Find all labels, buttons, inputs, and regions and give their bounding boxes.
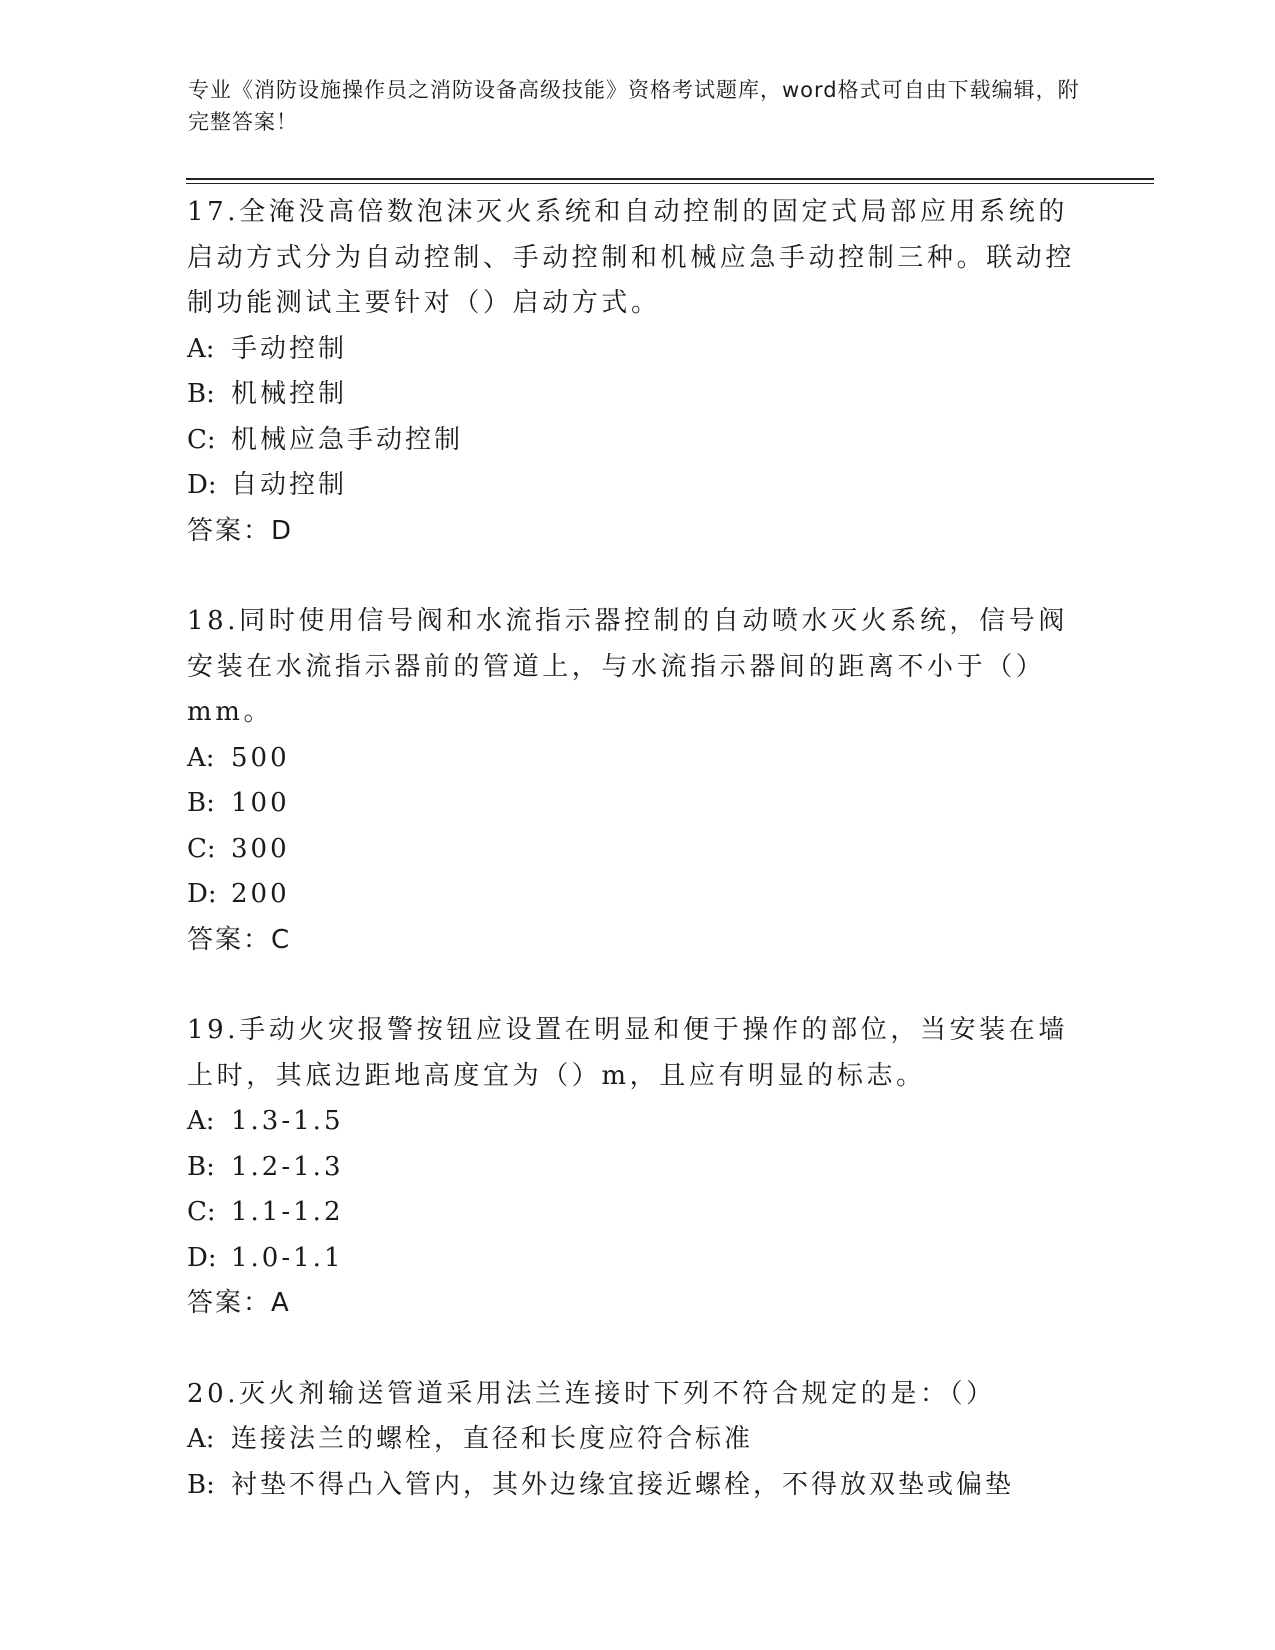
document-header: 专业《消防设施操作员之消防设备高级技能》资格考试题库，word格式可自由下载编辑，附完整答案！ <box>188 78 1080 134</box>
option-a <box>187 1417 1087 1463</box>
option-text: 300 <box>231 833 290 864</box>
option-text: 1.1-1.2 <box>231 1197 344 1227</box>
option-key: D: <box>187 470 217 500</box>
option-key: C: <box>187 1197 216 1227</box>
option-c <box>187 1190 1087 1236</box>
question-17 <box>187 190 1087 554</box>
answer-line: 答案：D <box>187 515 294 546</box>
option-a <box>187 1099 1087 1145</box>
option-text: 机械控制 <box>231 379 348 409</box>
option-c <box>187 827 1087 873</box>
spacer <box>187 963 1087 1008</box>
question-19 <box>187 1008 1087 1327</box>
option-b <box>187 1463 1087 1509</box>
option-b <box>187 781 1087 827</box>
header-rule-thick <box>186 178 1154 180</box>
option-text: 500 <box>231 742 290 773</box>
question-stem: 17.全淹没高倍数泡沫灭火系统和自动控制的固定式局部应用系统的启动方式分为自动控制、手动控制和机械应急手动控制三种。联动控制功能测试主要针对（）启动方式。 <box>187 197 1076 318</box>
option-d <box>187 872 1087 918</box>
option-text: 连接法兰的螺栓，直径和长度应符合标准 <box>231 1424 754 1454</box>
option-text: 100 <box>231 788 290 818</box>
option-c <box>187 418 1087 464</box>
option-key: D: <box>187 1242 217 1273</box>
option-key: B: <box>187 1469 215 1500</box>
option-text: 自动控制 <box>231 470 348 500</box>
question-stem: 20.灭火剂输送管道采用法兰连接时下列不符合规定的是：（） <box>187 1378 996 1409</box>
option-key: B: <box>187 379 215 409</box>
option-d <box>187 1236 1087 1282</box>
option-key: B: <box>187 788 215 818</box>
option-key: D: <box>187 879 217 909</box>
option-a <box>187 736 1087 782</box>
option-text: 1.0-1.1 <box>231 1242 344 1273</box>
question-list <box>187 190 1087 1508</box>
option-text: 手动控制 <box>231 333 348 364</box>
header-rule-thin <box>186 183 1154 184</box>
option-key: A: <box>187 742 215 773</box>
spacer <box>187 1327 1087 1372</box>
option-b <box>187 1145 1087 1191</box>
question-20 <box>187 1372 1087 1509</box>
answer-line: 答案：A <box>187 1288 291 1318</box>
option-b <box>187 372 1087 418</box>
option-d <box>187 463 1087 509</box>
option-key: C: <box>187 833 216 864</box>
option-text: 1.2-1.3 <box>231 1151 344 1182</box>
spacer <box>187 554 1087 599</box>
option-a <box>187 327 1087 373</box>
question-stem: 19.手动火灾报警按钮应设置在明显和便于操作的部位，当安装在墙上时，其底边距地高度宜为（）m，且应有明显的标志。 <box>187 1015 1068 1091</box>
option-key: A: <box>187 333 215 364</box>
option-key: B: <box>187 1151 215 1182</box>
option-key: A: <box>187 1106 215 1136</box>
option-text: 机械应急手动控制 <box>231 424 464 455</box>
option-key: C: <box>187 424 216 455</box>
option-text: 200 <box>231 879 290 909</box>
option-text: 衬垫不得凸入管内，其外边缘宜接近螺栓，不得放双垫或偏垫 <box>231 1469 1015 1500</box>
question-18 <box>187 599 1087 963</box>
option-key: A: <box>187 1424 215 1454</box>
answer-line: 答案：C <box>187 924 292 955</box>
option-text: 1.3-1.5 <box>231 1106 344 1136</box>
question-stem: 18.同时使用信号阀和水流指示器控制的自动喷水灭火系统，信号阀安装在水流指示器前的管道上，与水流指示器间的距离不小于（）mm。 <box>187 606 1068 727</box>
